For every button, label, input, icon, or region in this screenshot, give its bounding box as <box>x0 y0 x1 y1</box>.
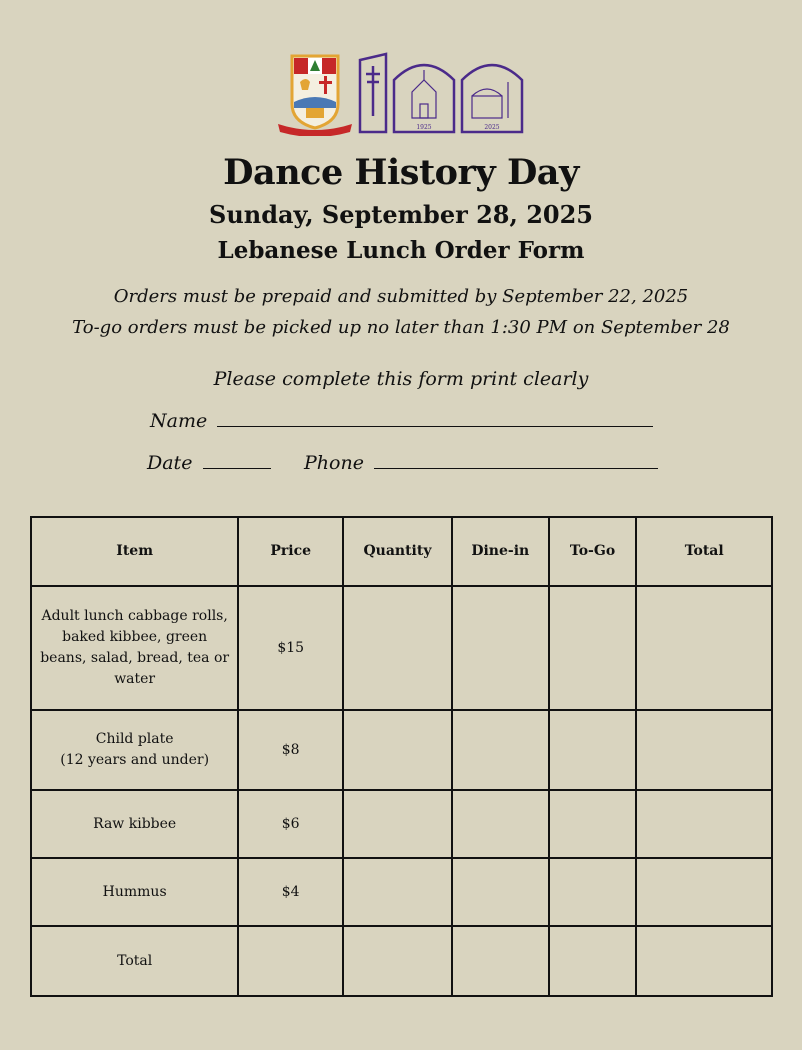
event-date: Sunday, September 28, 2025 <box>208 200 593 229</box>
to-go-cell[interactable] <box>549 586 637 710</box>
to-go-cell[interactable] <box>549 926 637 996</box>
page-title: Dance History Day <box>223 152 579 193</box>
logo-year-2025: 2025 <box>484 124 500 131</box>
table-header-row <box>31 517 772 586</box>
phone-field[interactable] <box>304 452 658 474</box>
dine-in-cell[interactable] <box>452 586 549 710</box>
to-go-cell[interactable] <box>549 710 637 790</box>
quantity-cell[interactable] <box>343 926 452 996</box>
phone-blank-line[interactable] <box>374 454 658 469</box>
dine-in-cell[interactable] <box>452 790 549 858</box>
logo-year-1925: 1925 <box>416 124 432 131</box>
column-header-price: Price <box>238 517 343 586</box>
church-1925-logo-icon <box>394 65 454 132</box>
table-row <box>31 858 772 926</box>
price-cell: $4 <box>238 858 343 926</box>
total-cell[interactable] <box>636 710 772 790</box>
name-blank-line[interactable] <box>217 412 653 427</box>
name-label: Name <box>150 410 208 432</box>
print-instruction: Please complete this form print clearly <box>213 368 589 390</box>
column-header-to-go: To-Go <box>549 517 637 586</box>
quantity-cell[interactable] <box>343 790 452 858</box>
header-logos <box>276 52 528 136</box>
item-cell: Total <box>31 926 238 996</box>
name-field[interactable] <box>150 410 653 432</box>
dine-in-cell[interactable] <box>452 858 549 926</box>
prepaid-notice: Orders must be prepaid and submitted by September 22, 2025 <box>113 286 689 307</box>
price-cell: $15 <box>238 586 343 710</box>
table-row <box>31 710 772 790</box>
table-row <box>31 586 772 710</box>
item-cell: Child plate (12 years and under) <box>31 710 238 790</box>
to-go-cell[interactable] <box>549 858 637 926</box>
price-cell[interactable] <box>238 926 343 996</box>
church-2025-logo-icon <box>462 65 522 132</box>
total-cell[interactable] <box>636 926 772 996</box>
price-cell: $8 <box>238 710 343 790</box>
column-header-dine-in: Dine-in <box>452 517 549 586</box>
item-cell: Hummus <box>31 858 238 926</box>
pickup-notice: To-go orders must be picked up no later than 1:30 PM on September 28 <box>72 317 730 338</box>
to-go-cell[interactable] <box>549 790 637 858</box>
table-row <box>31 790 772 858</box>
order-table <box>30 516 773 997</box>
column-header-item: Item <box>31 517 238 586</box>
total-cell[interactable] <box>636 858 772 926</box>
item-cell: Adult lunch cabbage rolls, baked kibbee, green beans, salad, bread, tea or water <box>31 586 238 710</box>
column-header-total: Total <box>636 517 772 586</box>
dine-in-cell[interactable] <box>452 926 549 996</box>
date-blank-line[interactable] <box>203 454 271 469</box>
total-cell[interactable] <box>636 586 772 710</box>
cross-arch-logo-icon <box>360 54 386 132</box>
quantity-cell[interactable] <box>343 710 452 790</box>
item-cell: Raw kibbee <box>31 790 238 858</box>
form-subtitle: Lebanese Lunch Order Form <box>217 237 585 264</box>
date-label: Date <box>147 452 193 474</box>
quantity-cell[interactable] <box>343 858 452 926</box>
total-cell[interactable] <box>636 790 772 858</box>
date-field[interactable] <box>147 452 271 474</box>
crest-logo-icon <box>278 56 352 136</box>
dine-in-cell[interactable] <box>452 710 549 790</box>
price-cell: $6 <box>238 790 343 858</box>
phone-label: Phone <box>304 452 364 474</box>
table-total-row <box>31 926 772 996</box>
column-header-quantity: Quantity <box>343 517 452 586</box>
quantity-cell[interactable] <box>343 586 452 710</box>
